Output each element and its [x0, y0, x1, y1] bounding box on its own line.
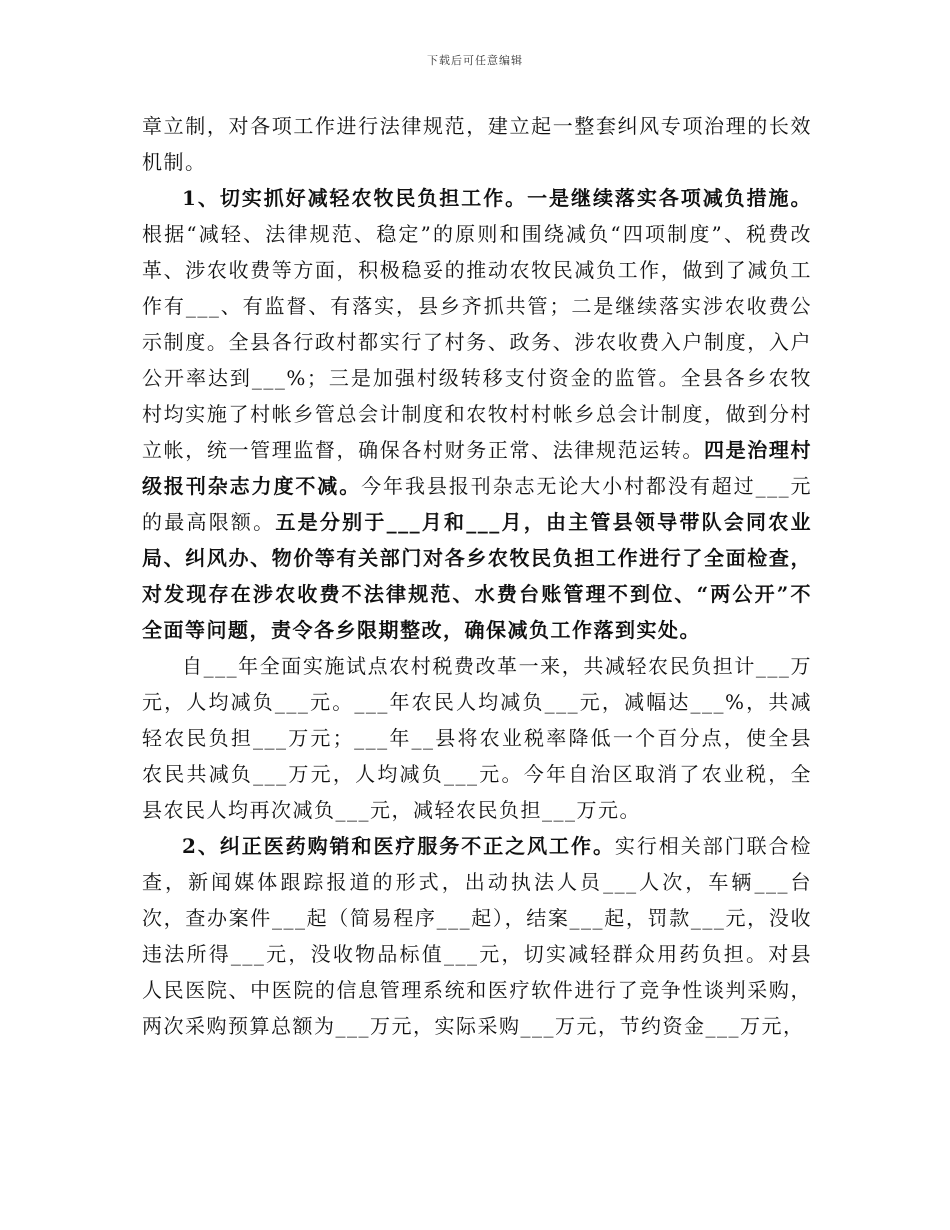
- paragraph-text: 实行相关部门联合检查，新闻媒体跟踪报道的形式，出动执法人员___人次，车辆___台次，查办案件___起（简易程序___起），结案___起，罚款___元，没收违法所得___元，没收物品标值___元，切实减轻群众用药负担。对县人民医院、中医院的信息管理系统和医疗软件进行了竞争性谈判采购，两次采购预算总额为___万元，实际采购___万元，节约资金___万元，: [142, 834, 812, 1038]
- paragraph-tax-reform: 自___年全面实施试点农村税费改革一来，共减轻农民负担计___万元，人均减负___元。___年农民人均减负___元，减幅达___%，共减轻农民负担___万元；___年__县将农业税率降低一个百分点，使全县农民共减负___万元，人均减负___元。今年自治区取消了农业税，全县农民人均再次减负___元，减轻农民负担___万元。: [142, 654, 812, 822]
- paragraph-text: 根据“减轻、法律规范、稳定”的原则和围绕减负“四项制度”、税费改革、涉农收费等方面，积极稳妥的推动农牧民减负工作，做到了减负工作有___、有监督、有落实，县乡齐抓共管；二是继续落实涉农收费公示制度。全县各行政村都实行了村务、政务、涉农收费入户制度，入户公开率达到___%；三是加强村级转移支付资金的监管。全县各乡农牧村均实施了村帐乡管总会计制度和农牧村村帐乡总会计制度，做到分村立帐，统一管理监督，确保各村财务正常、法律规范运转。: [142, 222, 812, 462]
- paragraph-text: 今年我县报刊杂志无论大小村都没有超过___元的最高限额。: [142, 474, 813, 534]
- page-header-note: 下载后可任意编辑: [427, 54, 523, 67]
- section-heading-medical: 2、纠正医药购销和医疗服务不正之风工作。: [182, 834, 615, 858]
- bold-phrase-inspection: 五是分别于___月和___月，由主管县领导带队会同农业局、纠风办、物价等有关部门对各乡农牧民负担工作进行了全面检查，对发现存在涉农收费不法律规范、水费台账管理不到位、“两公开”不全面等问题，责令各乡限期整改，确保减负工作落到实处。: [142, 510, 813, 642]
- bold-phrase-newspapers: 四是治理村级报刊杂志力度不减。: [142, 438, 813, 498]
- section-heading-farmer-burden: 1、切实抓好减轻农牧民负担工作。一是继续落实各项减负措施。: [182, 186, 812, 210]
- document-body: [142, 108, 812, 1044]
- paragraph-medical: [142, 828, 812, 1044]
- paragraph-intro: 章立制，对各项工作进行法律规范，建立起一整套纠风专项治理的长效机制。: [142, 114, 812, 174]
- paragraph-farmer-burden: [142, 180, 812, 648]
